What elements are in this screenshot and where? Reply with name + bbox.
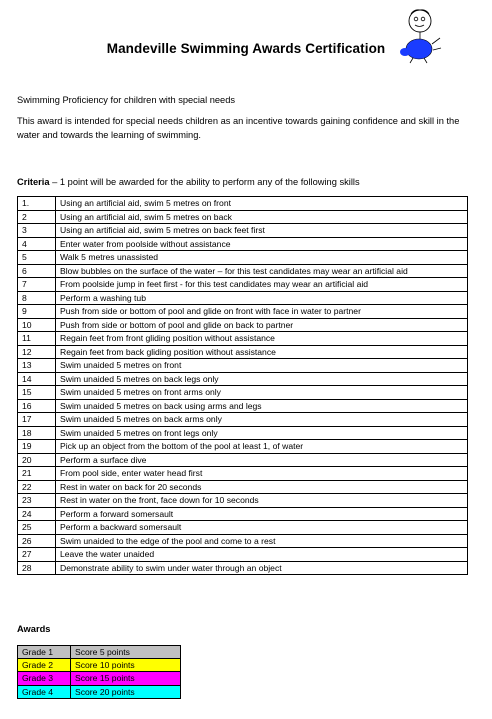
table-row xyxy=(18,278,468,292)
awards-table xyxy=(17,645,181,699)
table-row xyxy=(18,453,468,467)
criteria-skill: Perform a backward somersault xyxy=(56,521,468,535)
criteria-number: 27 xyxy=(18,548,56,562)
award-row xyxy=(18,646,181,659)
award-row xyxy=(18,685,181,698)
table-row xyxy=(18,494,468,508)
criteria-note: – 1 point will be awarded for the ability to perform any of the following skills xyxy=(49,177,360,187)
award-grade: Grade 1 xyxy=(18,646,71,659)
award-score: Score 20 points xyxy=(71,685,181,698)
criteria-number: 8 xyxy=(18,291,56,305)
table-row xyxy=(18,507,468,521)
criteria-number: 11 xyxy=(18,332,56,346)
table-row xyxy=(18,264,468,278)
table-row xyxy=(18,332,468,346)
criteria-skill: Walk 5 metres unassisted xyxy=(56,251,468,265)
criteria-number: 28 xyxy=(18,561,56,575)
table-row xyxy=(18,224,468,238)
criteria-number: 2 xyxy=(18,210,56,224)
table-row xyxy=(18,197,468,211)
criteria-number: 6 xyxy=(18,264,56,278)
criteria-number: 20 xyxy=(18,453,56,467)
criteria-skill: Perform a washing tub xyxy=(56,291,468,305)
table-row xyxy=(18,399,468,413)
table-row xyxy=(18,237,468,251)
criteria-skill: Using an artificial aid, swim 5 metres on front xyxy=(56,197,468,211)
criteria-number: 18 xyxy=(18,426,56,440)
table-row xyxy=(18,480,468,494)
subtitle: Swimming Proficiency for children with special needs xyxy=(17,95,236,105)
criteria-skill: Leave the water unaided xyxy=(56,548,468,562)
criteria-skill: Enter water from poolside without assistance xyxy=(56,237,468,251)
table-row xyxy=(18,426,468,440)
award-grade: Grade 4 xyxy=(18,685,71,698)
criteria-skill: Blow bubbles on the surface of the water – for this test candidates may wear an artificial aid xyxy=(56,264,468,278)
criteria-number: 23 xyxy=(18,494,56,508)
criteria-skill: From poolside jump in feet first - for this test candidates may wear an artificial aid xyxy=(56,278,468,292)
criteria-skill: Using an artificial aid, swim 5 metres on back xyxy=(56,210,468,224)
criteria-heading xyxy=(17,175,360,189)
table-row xyxy=(18,359,468,373)
criteria-skill: Swim unaided 5 metres on front xyxy=(56,359,468,373)
criteria-skill: Swim unaided 5 metres on back arms only xyxy=(56,413,468,427)
table-row xyxy=(18,534,468,548)
criteria-number: 1. xyxy=(18,197,56,211)
criteria-skill: Swim unaided 5 metres on front arms only xyxy=(56,386,468,400)
criteria-number: 19 xyxy=(18,440,56,454)
criteria-skill: Swim unaided 5 metres on front legs only xyxy=(56,426,468,440)
criteria-skill: Regain feet from front gliding position without assistance xyxy=(56,332,468,346)
table-row xyxy=(18,318,468,332)
table-row xyxy=(18,305,468,319)
table-row xyxy=(18,386,468,400)
criteria-label: Criteria xyxy=(17,177,50,187)
table-row xyxy=(18,291,468,305)
table-row xyxy=(18,467,468,481)
criteria-number: 7 xyxy=(18,278,56,292)
criteria-skill: From pool side, enter water head first xyxy=(56,467,468,481)
criteria-number: 14 xyxy=(18,372,56,386)
criteria-number: 10 xyxy=(18,318,56,332)
criteria-skill: Swim unaided 5 metres on back legs only xyxy=(56,372,468,386)
criteria-number: 4 xyxy=(18,237,56,251)
table-row xyxy=(18,210,468,224)
criteria-skill: Perform a surface dive xyxy=(56,453,468,467)
table-row xyxy=(18,345,468,359)
award-score: Score 5 points xyxy=(71,646,181,659)
intro-description: This award is intended for special needs children as an incentive towards gaining confidence and skill in the water and towards the learning of swimming. xyxy=(17,116,460,140)
table-row xyxy=(18,548,468,562)
criteria-number: 24 xyxy=(18,507,56,521)
table-row xyxy=(18,372,468,386)
criteria-number: 26 xyxy=(18,534,56,548)
table-row xyxy=(18,561,468,575)
criteria-number: 25 xyxy=(18,521,56,535)
criteria-number: 15 xyxy=(18,386,56,400)
criteria-number: 22 xyxy=(18,480,56,494)
criteria-number: 16 xyxy=(18,399,56,413)
criteria-skill: Push from side or bottom of pool and glide on back to partner xyxy=(56,318,468,332)
page-title: Mandeville Swimming Awards Certification xyxy=(106,41,386,56)
criteria-skill: Rest in water on back for 20 seconds xyxy=(56,480,468,494)
table-row xyxy=(18,440,468,454)
criteria-table xyxy=(17,196,468,575)
award-grade: Grade 3 xyxy=(18,672,71,685)
criteria-skill: Regain feet from back gliding position without assistance xyxy=(56,345,468,359)
criteria-number: 3 xyxy=(18,224,56,238)
criteria-number: 17 xyxy=(18,413,56,427)
criteria-skill: Using an artificial aid, swim 5 metres on back feet first xyxy=(56,224,468,238)
criteria-skill: Swim unaided to the edge of the pool and come to a rest xyxy=(56,534,468,548)
award-grade: Grade 2 xyxy=(18,659,71,672)
award-score: Score 10 points xyxy=(71,659,181,672)
award-row xyxy=(18,659,181,672)
criteria-skill: Swim unaided 5 metres on back using arms and legs xyxy=(56,399,468,413)
criteria-skill: Perform a forward somersault xyxy=(56,507,468,521)
awards-heading: Awards xyxy=(17,624,51,634)
criteria-number: 13 xyxy=(18,359,56,373)
criteria-skill: Demonstrate ability to swim under water through an object xyxy=(56,561,468,575)
table-row xyxy=(18,413,468,427)
criteria-skill: Rest in water on the front, face down for 10 seconds xyxy=(56,494,468,508)
award-score: Score 15 points xyxy=(71,672,181,685)
criteria-number: 21 xyxy=(18,467,56,481)
criteria-number: 12 xyxy=(18,345,56,359)
table-row xyxy=(18,251,468,265)
criteria-number: 5 xyxy=(18,251,56,265)
criteria-skill: Pick up an object from the bottom of the pool at least 1, of water xyxy=(56,440,468,454)
award-row xyxy=(18,672,181,685)
swimmer-drawing-icon xyxy=(398,8,442,64)
criteria-skill: Push from side or bottom of pool and glide on front with face in water to partner xyxy=(56,305,468,319)
criteria-number: 9 xyxy=(18,305,56,319)
table-row xyxy=(18,521,468,535)
